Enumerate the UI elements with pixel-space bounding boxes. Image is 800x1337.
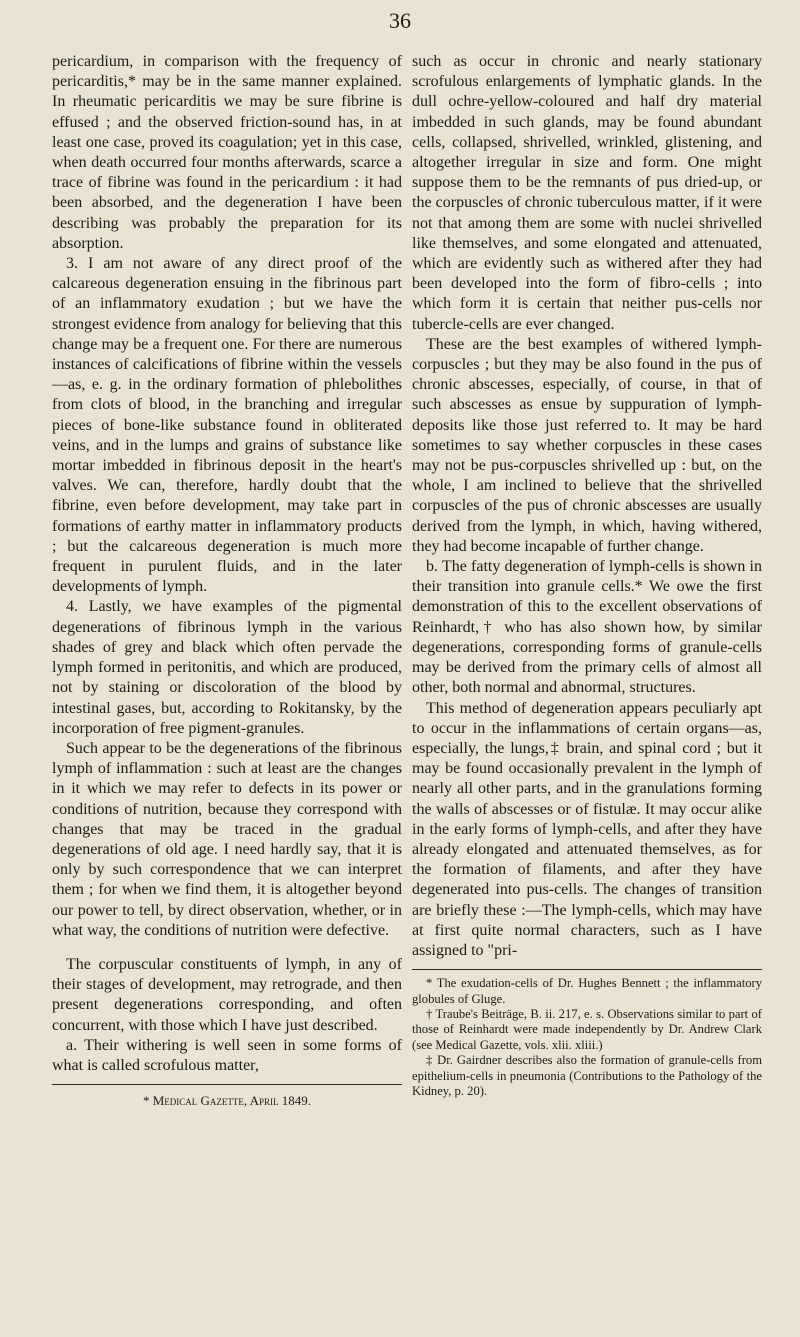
body-paragraph: such as occur in chronic and nearly stationary scrofulous enlargements of lymphatic glands. In the dull ochre-yellow-coloured and half dry material imbedded in such glands, may be found abundant cells, collapsed, shrivelled, wrinkled, glistening, and altogether irregular in size and form. One might suppose them to be the remnants of pus dried-up, or the corpuscles of chronic tuberculous matter, if it were not that among them are some with nuclei shrivelled like themselves, and some elongated and attenuated, which are evidently such as withered after they had been developed into the form of fibro-cells ; into which form it is certain that neither pus-cells nor tubercle-cells are ever changed. xyxy=(412,53,762,333)
page-number: 36 xyxy=(389,8,411,33)
body-paragraph: b. The fatty degeneration of lymph-cells is shown in their transition into granule cells.* We owe the first demonstration of this to the excellent observations of Reinhardt,† who has also shown how, by similar degenerations, corresponding forms of granule-cells may be derived from the primary cells of almost all other, both normal and abnormal, structures. xyxy=(412,558,762,697)
body-paragraph: 4. Lastly, we have examples of the pigmental degenerations of fibrinous lymph in the various shades of grey and black which often pervade the lymph formed in peritonitis, and which are produced, not by staining or discoloration of the blood by intestinal gases, but, according to Rokitansky, by the incorporation of free pigment-granules. xyxy=(52,598,402,737)
body-paragraph: a. Their withering is well seen in some forms of what is called scrofulous matter, xyxy=(52,1036,402,1074)
body-paragraph: The corpuscular constituents of lymph, in any of their stages of development, may retrograde, and then present degenerations corresponding, and often concurrent, with those which I have just described. xyxy=(52,955,402,1034)
body-paragraph: Such appear to be the degenerations of the fibrinous lymph of inflammation : such at least are the changes in it which we may refer to defects in its power or conditions of nutrition, because they correspond with changes that may be traced in the gradual degenerations of old age. I need hardly say, that it is only by such correspondence that we can interpret them ; for when we find them, it is altogether beyond our power to tell, by direct observation, whether, or in what way, the conditions of nutrition were defective. xyxy=(52,739,402,939)
footnote: * Medical Gazette, April 1849. xyxy=(142,1093,312,1109)
footnote-divider xyxy=(412,969,762,970)
footnote: † Traube's Beiträge, B. ii. 217, e. s. Observations similar to part of those of Reinhardt were made independently by Dr. Andrew Clark (see Medical Gazette, vols. xlii. xliii.) xyxy=(412,1006,762,1052)
footnote: * The exudation-cells of Dr. Hughes Bennett ; the inflammatory globules of Gluge. xyxy=(412,976,762,1006)
body-paragraph: 3. I am not aware of any direct proof of the calcareous degeneration ensuing in the fibrinous part of an inflammatory exudation ; but we have the strongest evidence from analogy for believing that this change may be a frequent one. For there are numerous instances of calcifications of fibrine within the vessels—as, e. g. in the ordinary formation of phlebolithes from clots of blood, in the branching and irregular pieces of bone-like substance found in obliterated veins, and in the lumps and grains of substance like mortar imbedded in fibrinous deposit in the heart's valves. We can, therefore, hardly doubt that the fibrine, even before development, may take part in formations of earthy matter in inflammatory products ; but the calcareous degeneration is much more frequent in purulent fluids, and in the later developments of lymph. xyxy=(52,255,402,596)
footnote: ‡ Dr. Gairdner describes also the formation of granule-cells from epithelium-cells in pneumonia (Contributions to the Pathology of the Kidney, p. 20). xyxy=(412,1053,762,1098)
body-paragraph: These are the best examples of withered lymph-corpuscles ; but they may be also found in the pus of chronic abscesses, especially, of course, in that of such abscesses as ensue by suppuration of lymph-deposits like those just referred to. It may be hard sometimes to say whether corpuscles in these cases may not be pus-corpuscles shrivelled up : but, on the whole, I am inclined to believe that the shrivelled corpuscles of the pus of chronic abscesses are usually derived from the lymph, in which, having withered, they had become incapable of further change. xyxy=(412,335,762,555)
body-paragraph: This method of degeneration appears peculiarly apt to occur in the inflammations of certain organs—as, especially, the lungs,‡ brain, and spinal cord ; but it may be found occasionally prevalent in the lymph of nearly all other parts, and in the granulations forming the walls of abscesses or of fistulæ. It may occur alike in the early forms of lymph-cells, and after they have already elongated and attenuated themselves, as for the formation of filaments, and after they have degenerated into pus-cells. The changes of transition are briefly these :—The lymph-cells, which may have at first quite normal characters, such as I have assigned to "pri- xyxy=(412,699,762,959)
footnote-divider xyxy=(52,1084,402,1085)
body-paragraph: pericardium, in comparison with the frequency of pericarditis,* may be in the same manner explained. In rheumatic pericarditis we may be sure fibrine is effused ; and the observed friction-sound has, in at least one case, proved its coagulation; yet in this case, when death occurred four months afterwards, scarce a trace of fibrine was found in the pericardium : it had been absorbed, and the degeneration I have been describing was probably the preparation for its absorption. xyxy=(52,53,402,252)
left-column xyxy=(52,52,402,1111)
right-column xyxy=(412,52,762,1099)
